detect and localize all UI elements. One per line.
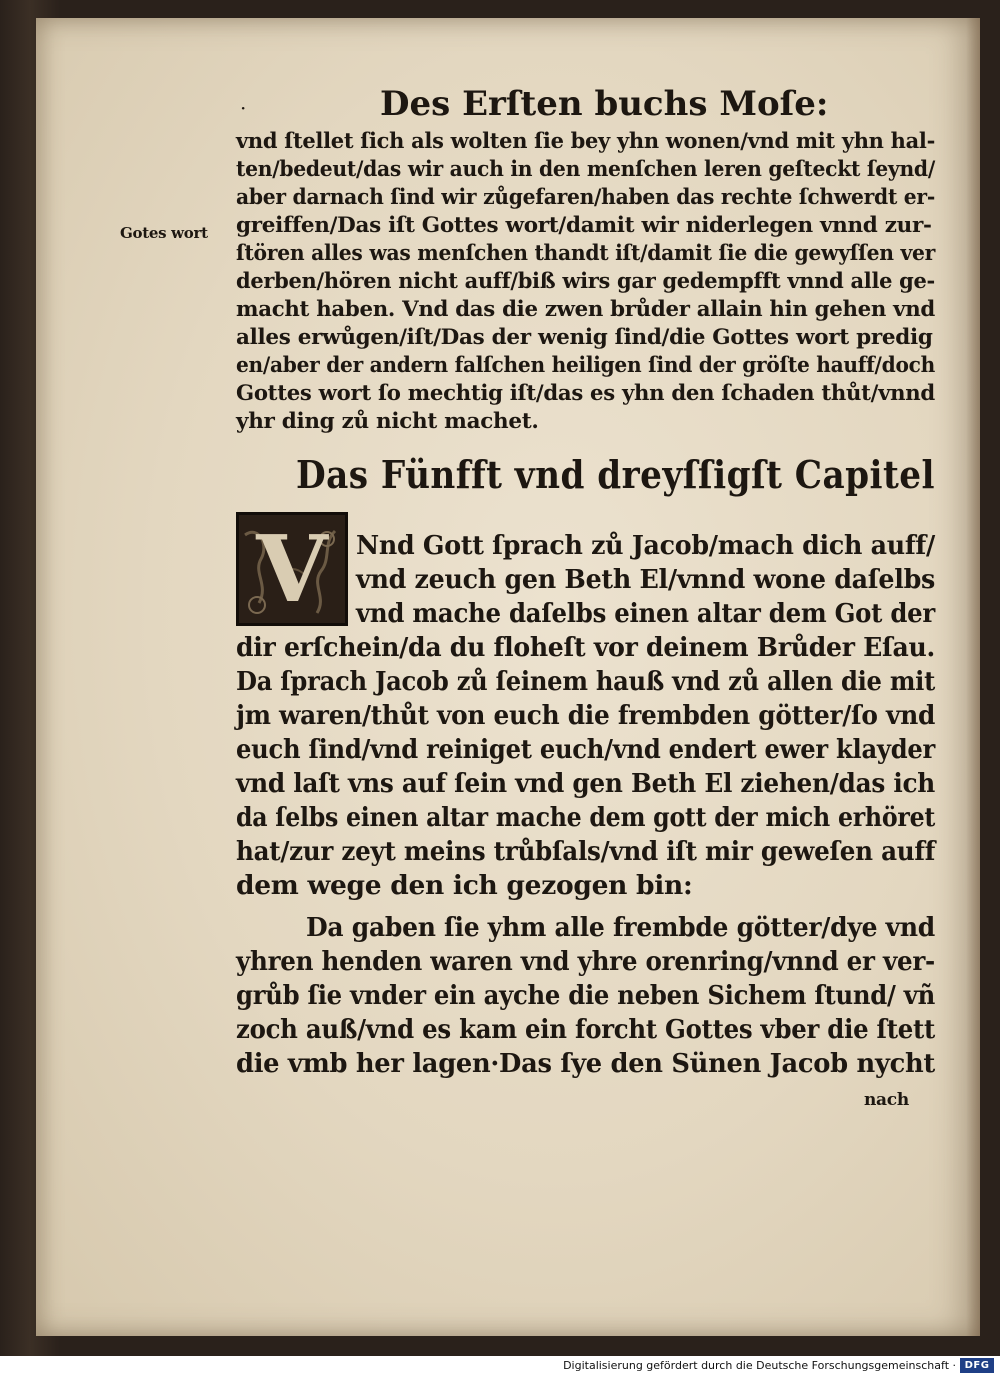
decorated-initial-artwork <box>239 515 345 623</box>
page-edge-shadow <box>966 18 980 1336</box>
body-line: jm waren/thůt von euch die frembden götter/ſo vnd <box>236 700 936 731</box>
body-line: da ſelbs einen altar mache dem gott der mich erhöret <box>236 802 936 833</box>
commentary-line: aber darnach ſind wir zůgefaren/haben das rechte ſchwerdt er- <box>236 185 935 210</box>
running-head-mark: · <box>240 96 247 120</box>
body-line: dem wege den ich gezogen bin: <box>236 870 693 901</box>
commentary-line: alles erwůgen/iſt/Das der wenig ſind/die Gottes wort predig <box>236 325 933 350</box>
body-line: zoch auß/vnd es kam ein forcht Gottes vber die ſtett <box>236 1014 936 1045</box>
commentary-line: ten/bedeut/das wir auch in den menſchen leren geſteckt ſeynd/ <box>236 157 935 182</box>
body-line: vnd mache daſelbs einen altar dem Got der <box>356 598 936 629</box>
body-line: dir erſchein/da du floheſt vor deinem Brůder Eſau. <box>236 632 935 663</box>
running-head: Des Erſten buchs Moſe: <box>380 84 829 124</box>
body-line: hat/zur zeyt meins trůbſals/vnd iſt mir geweſen auff <box>236 836 936 867</box>
initial-letter: V <box>256 515 328 623</box>
commentary-line: ſtören alles was menſchen thandt iſt/damit ſie die gewyſſen ver <box>236 241 936 266</box>
commentary-line: en/aber der andern falſchen heiligen ſind der gröſte hauff/doch <box>236 353 935 378</box>
body-line: yhren henden waren vnd yhre orenring/vnnd er ver- <box>236 946 935 977</box>
footer-bar <box>0 1356 1000 1376</box>
body-line: grůb ſie vnder ein ayche die neben Sichem ſtund/ vñ <box>236 980 936 1011</box>
dfg-logo: DFG <box>960 1358 994 1373</box>
commentary-line: derben/hören nicht auff/biß wirs gar gedempfft vnnd alle ge- <box>236 269 935 294</box>
body-line: Da ſprach Jacob zů ſeinem hauß vnd zů allen die mit <box>236 666 935 697</box>
body-line: vnd zeuch gen Beth El/vnnd wone daſelbs <box>356 564 936 595</box>
commentary-line: yhr ding zů nicht machet. <box>236 409 539 434</box>
body-line: die vmb her lagen·Das ſye den Sünen Jacob nycht <box>236 1048 936 1079</box>
commentary-line: Gottes wort ſo mechtig iſt/das es yhn den ſchaden thůt/vnnd <box>236 381 935 406</box>
body-line: Nnd Gott ſprach zů Jacob/mach dich auff/ <box>356 530 935 561</box>
decorated-initial <box>236 512 348 626</box>
catchword: nach <box>864 1090 909 1110</box>
commentary-line: greiffen/Das iſt Gottes wort/damit wir niderlegen vnnd zur- <box>236 213 932 238</box>
chapter-heading: Das Fünfft vnd dreyſſigſt Capitel <box>296 452 935 497</box>
commentary-line: vnd ſtellet ſich als wolten ſie bey yhn wonen/vnd mit yhn hal- <box>236 129 936 154</box>
marginal-note: Gotes wort <box>120 224 208 242</box>
commentary-line: macht haben. Vnd das die zwen brůder allain hin gehen vnd <box>236 297 936 322</box>
body-line: vnd laſt vns auf ſein vnd gen Beth El ziehen/das ich <box>236 768 936 799</box>
funding-credit: Digitalisierung gefördert durch die Deutsche Forschungsgemeinschaft · <box>563 1359 956 1372</box>
body-line: Da gaben ſie yhm alle frembde götter/dye vnd <box>306 912 935 943</box>
body-line: euch ſind/vnd reiniget euch/vnd endert ewer klayder <box>236 734 936 765</box>
